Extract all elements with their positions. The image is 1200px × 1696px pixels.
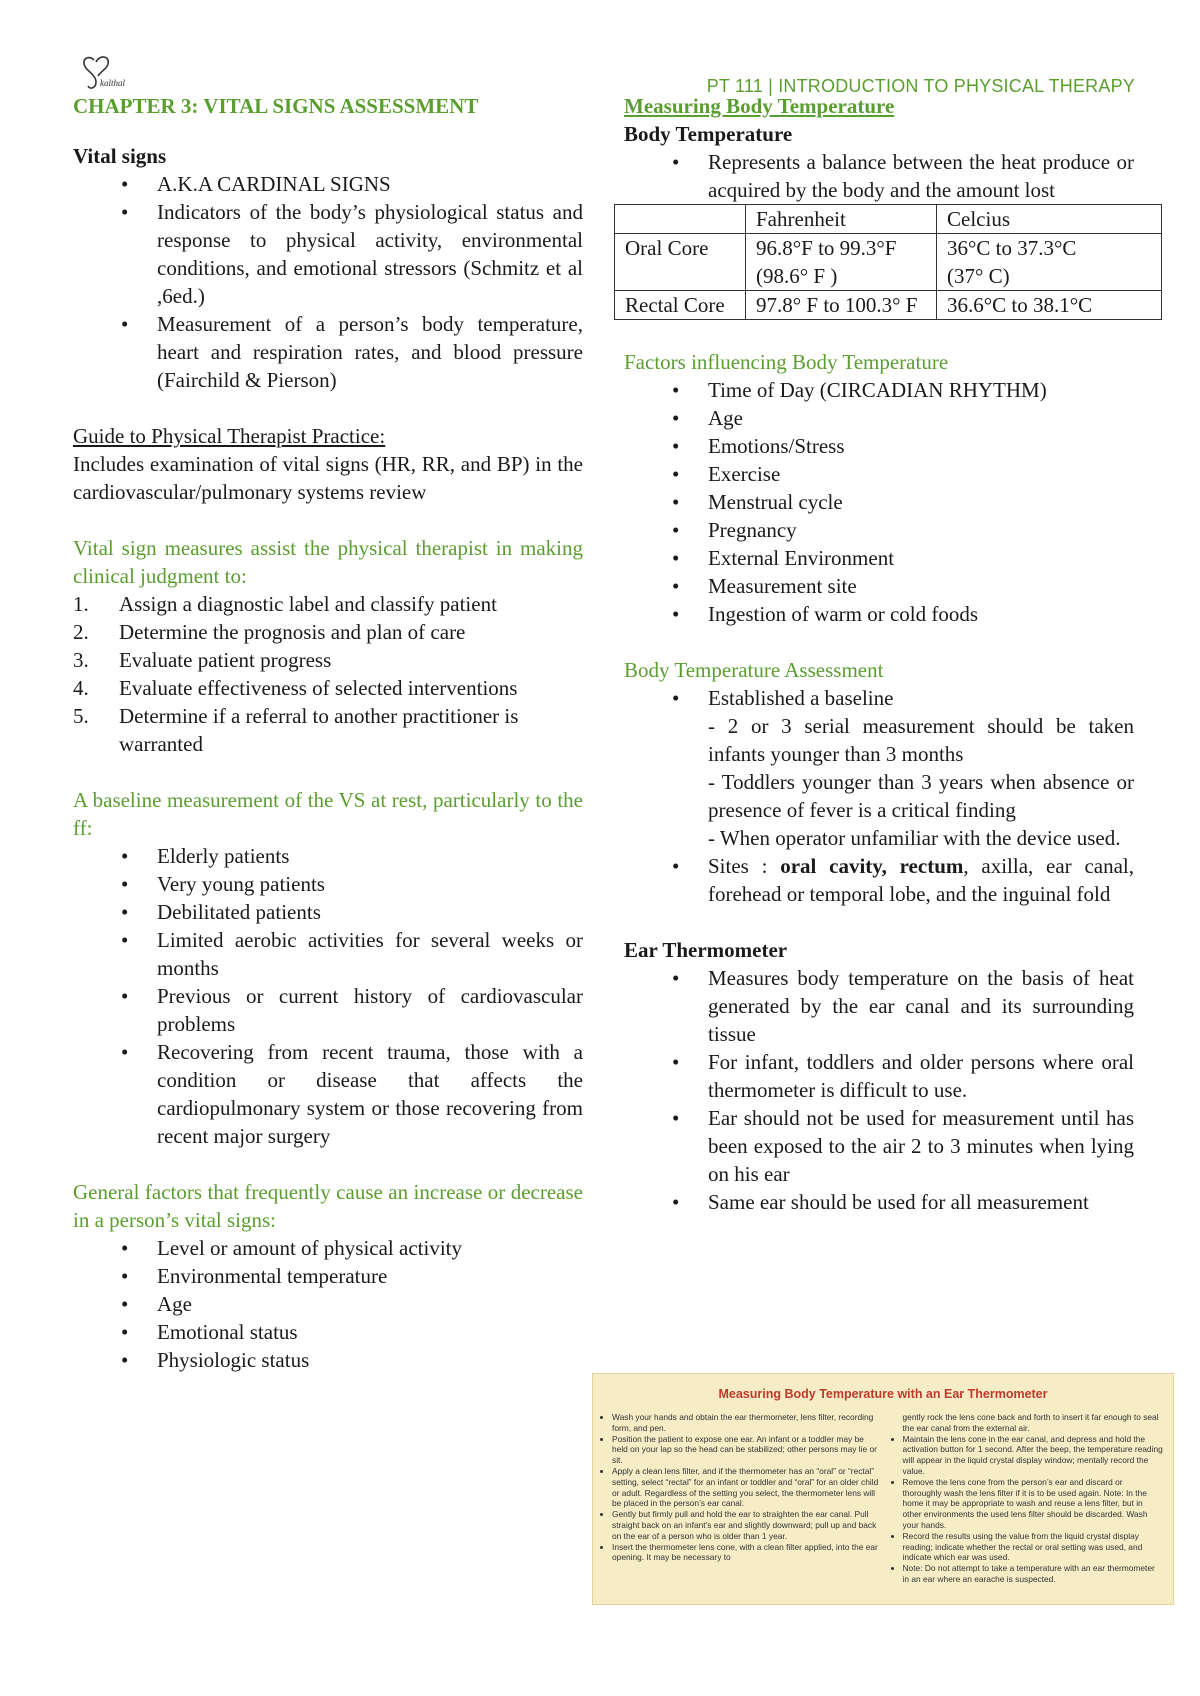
ear-thermometer-figure xyxy=(592,1373,1174,1605)
table-header-row xyxy=(615,205,1162,234)
list-item: 3. Evaluate patient progress xyxy=(73,648,332,672)
list-item: • Previous or current history of cardiovascular problems xyxy=(73,982,583,1038)
list-item: • Level or amount of physical activity xyxy=(73,1234,583,1262)
section-title: Measuring Body Temperature xyxy=(624,94,895,118)
list-item: • Indicators of the body’s physiological status and response to physical activity, environmental conditions, and emotional stressors (Schmitz et al ,6ed.) xyxy=(73,198,583,310)
figure-title: Measuring Body Temperature with an Ear Thermometer xyxy=(718,1387,1048,1401)
list-item: • Debilitated patients xyxy=(73,898,583,926)
baseline-note: - Toddlers younger than 3 years when absence or presence of fever is a critical finding xyxy=(708,770,1134,822)
table-cell xyxy=(615,205,746,234)
figure-column-1 xyxy=(603,1412,882,1585)
list-item: • Pregnancy xyxy=(624,516,1134,544)
logo-icon xyxy=(80,52,126,94)
vital-signs-list xyxy=(73,170,583,394)
list-item: • Sites : oral cavity, rectum, axilla, ear canal, forehead or temporal lobe, and the inguinal fold xyxy=(624,852,1134,908)
list-item: • Menstrual cycle xyxy=(624,488,1134,516)
figure-item: • Wash your hands and obtain the ear thermometer, lens filter, recording form, and pen. xyxy=(612,1412,882,1434)
list-item: • External Environment xyxy=(624,544,1134,572)
list-item: • Physiologic status xyxy=(73,1346,583,1374)
chapter-title: CHAPTER 3: VITAL SIGNS ASSESSMENT xyxy=(73,94,479,118)
list-item: • Age xyxy=(73,1290,583,1318)
assessment-list xyxy=(624,684,1134,908)
list-item: • Emotional status xyxy=(73,1318,583,1346)
list-item: • A.K.A CARDINAL SIGNS xyxy=(73,170,583,198)
list-item: • Emotions/Stress xyxy=(624,432,1134,460)
guide-text: Includes examination of vital signs (HR, RR, and BP) in the cardiovascular/pulmonary systems review xyxy=(73,452,583,504)
ear-heading: Ear Thermometer xyxy=(624,938,788,962)
figure-item: • Remove the lens cone from the person’s ear and discard or thoroughly wash the lens filter if it is to be used again. Note: In the home it may be appropriate to wash and reuse a lens filter, but in other environments the used lens filter should be discarded. Wash your hands. xyxy=(903,1477,1164,1531)
vital-signs-heading: Vital signs xyxy=(73,144,167,168)
baseline-note: - 2 or 3 serial measurement should be taken infants younger than 3 months xyxy=(708,714,1134,766)
figure-item: • Position the patient to expose one ear. An infant or a toddler may be held on your lap so the head can be stabilized; other persons may lie or sit. xyxy=(612,1434,882,1466)
list-item: • Recovering from recent trauma, those with a condition or disease that affects the cardiopulmonary system or those recovering from recent major surgery xyxy=(73,1038,583,1150)
factors-heading: Factors influencing Body Temperature xyxy=(624,350,949,374)
list-item: 4. Evaluate effectiveness of selected interventions xyxy=(73,676,518,700)
list-item: • Ingestion of warm or cold foods xyxy=(624,600,1134,628)
list-item: • Time of Day (CIRCADIAN RHYTHM) xyxy=(624,376,1134,404)
general-factors-heading: General factors that frequently cause an increase or decrease in a person’s vital signs: xyxy=(73,1180,583,1232)
list-item: 2. Determine the prognosis and plan of care xyxy=(73,620,466,644)
list-item: • Environmental temperature xyxy=(73,1262,583,1290)
left-column xyxy=(73,92,583,1374)
list-item: • Ear should not be used for measurement until has been exposed to the air 2 to 3 minutes when lying on his ear xyxy=(624,1104,1134,1188)
body-temp-list xyxy=(624,148,1134,204)
course-header: PT 111 | INTRODUCTION TO PHYSICAL THERAPY xyxy=(706,76,1135,96)
right-column xyxy=(624,92,1134,1216)
figure-item: gently rock the lens cone back and forth to insert it far enough to seal the ear canal from the external air. xyxy=(902,1412,1159,1433)
table-cell: 96.8°F to 99.3°F (98.6° F ) xyxy=(746,234,937,291)
figure-item: • Note: Do not attempt to take a temperature with an ear thermometer in an ear where an earache is suspected. xyxy=(903,1563,1164,1585)
figure-column-2 xyxy=(894,1412,1164,1585)
figure-item: • Apply a clean lens filter, and if the thermometer has an “oral” or “rectal” setting, select “rectal” for an infant or toddler and “oral” for an older child or adult. Regardless of the setting you select, the thermometer lens will be placed in the person’s ear canal. xyxy=(612,1466,882,1509)
table-cell: Celcius xyxy=(937,205,1162,234)
list-item: • Measurement site xyxy=(624,572,1134,600)
figure-item: • Maintain the lens cone in the ear canal, and depress and hold the activation button for 1 second. After the beep, the temperature reading will appear in the liquid crystal display window; mentally record the value. xyxy=(903,1434,1164,1477)
figure-item: • Record the results using the value from the liquid crystal display reading; indicate whether the rectal or oral setting was used, and indicate which ear was used. xyxy=(903,1531,1164,1563)
judgment-heading: Vital sign measures assist the physical therapist in making clinical judgment to: xyxy=(73,536,583,588)
table-row xyxy=(615,234,1162,291)
table-cell: 36°C to 37.3°C (37° C) xyxy=(937,234,1162,291)
list-item: • Represents a balance between the heat produce or acquired by the body and the amount lost xyxy=(624,148,1134,204)
table-cell: 97.8° F to 100.3° F xyxy=(746,291,937,320)
list-item: • Age xyxy=(624,404,1134,432)
list-item: • Measures body temperature on the basis of heat generated by the ear canal and its surrounding tissue xyxy=(624,964,1134,1048)
list-item: • Same ear should be used for all measurement xyxy=(624,1188,1134,1216)
judgment-list xyxy=(73,590,583,758)
table-cell: Oral Core xyxy=(615,234,746,291)
list-item: • Limited aerobic activities for several weeks or months xyxy=(73,926,583,982)
factors-list xyxy=(624,376,1134,628)
svg-text:kalthal: kalthal xyxy=(100,78,125,88)
table-row xyxy=(615,291,1162,320)
figure-item: • Insert the thermometer lens cone, with a clean filter applied, into the ear opening. It may be necessary to xyxy=(612,1542,882,1564)
list-item: • Measurement of a person’s body temperature, heart and respiration rates, and blood pressure (Fairchild & Pierson) xyxy=(73,310,583,394)
sites-bold: oral cavity, rectum xyxy=(780,854,964,878)
guide-heading: Guide to Physical Therapist Practice: xyxy=(73,424,386,448)
baseline-heading: A baseline measurement of the VS at rest, particularly to the ff: xyxy=(73,788,583,840)
baseline-list xyxy=(73,842,583,1150)
list-item: • Very young patients xyxy=(73,870,583,898)
ear-list xyxy=(624,964,1134,1216)
general-factors-list xyxy=(73,1234,583,1374)
baseline-label: • Established a baseline xyxy=(708,686,894,710)
list-item: • Elderly patients xyxy=(73,842,583,870)
body-temp-heading: Body Temperature xyxy=(624,122,793,146)
list-item: • Exercise xyxy=(624,460,1134,488)
table-cell: Rectal Core xyxy=(615,291,746,320)
assessment-heading: Body Temperature Assessment xyxy=(624,658,884,682)
list-item xyxy=(624,684,1134,852)
list-item: 5. Determine if a referral to another practitioner is warranted xyxy=(73,704,519,756)
list-item: • For infant, toddlers and older persons where oral thermometer is difficult to use. xyxy=(624,1048,1134,1104)
list-item: 1. Assign a diagnostic label and classify patient xyxy=(73,592,497,616)
figure-item: • Gently but firmly pull and hold the ear to straighten the ear canal. Pull straight back on an infant’s ear and slightly downward; pull up and back on the ear of a person who is older than 1 year. xyxy=(612,1509,882,1541)
temperature-table xyxy=(614,204,1162,320)
table-cell: 36.6°C to 38.1°C xyxy=(937,291,1162,320)
baseline-note: - When operator unfamiliar with the device used. xyxy=(708,826,1121,850)
table-cell: Fahrenheit xyxy=(746,205,937,234)
